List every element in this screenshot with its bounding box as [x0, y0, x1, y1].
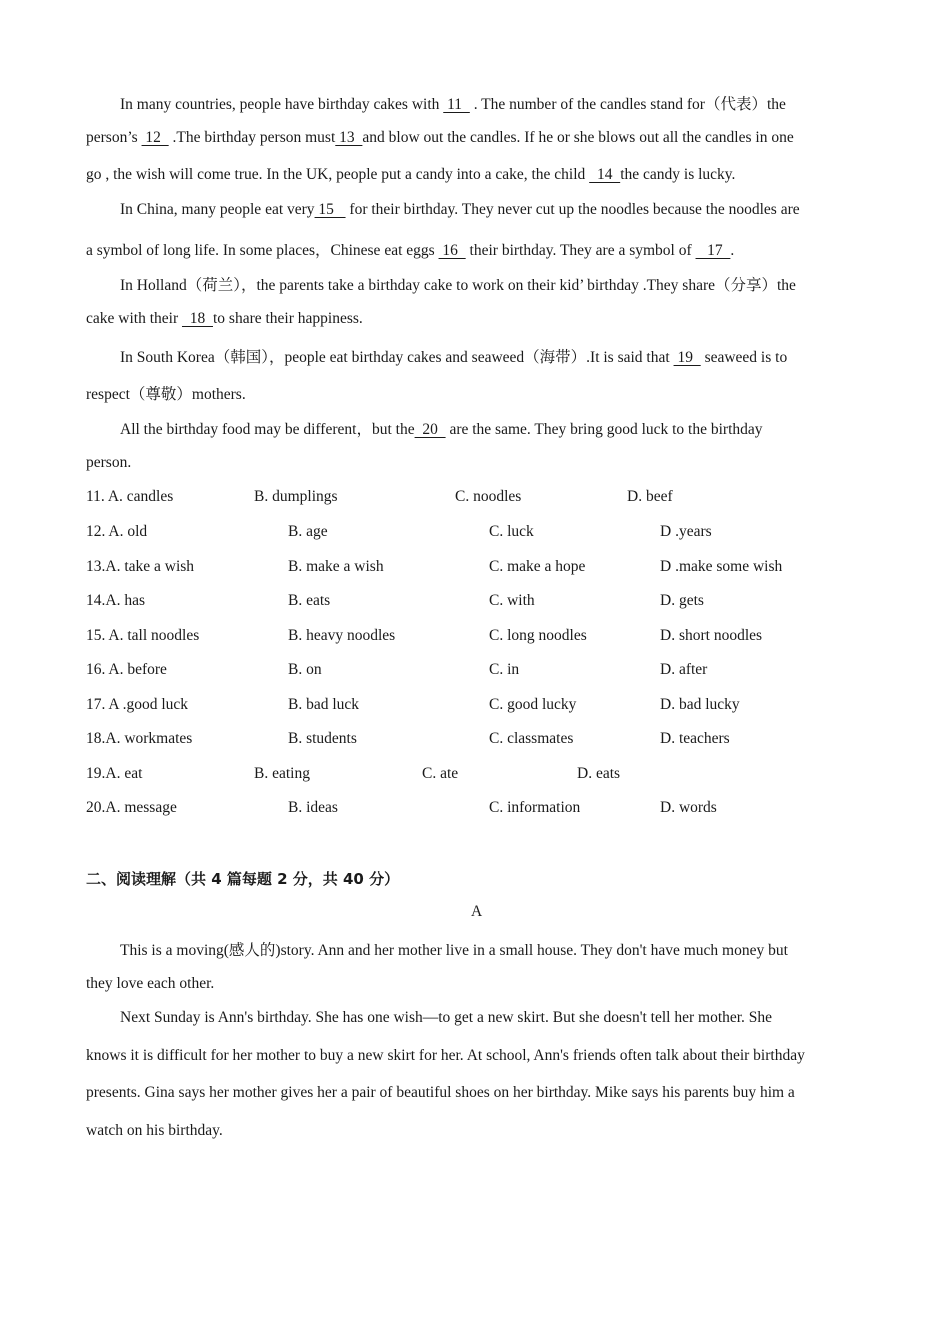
passage-text: for their birthday. They never cut up the noodles because the noodles are — [345, 201, 800, 218]
passage-text: person. — [86, 454, 132, 471]
passage-text: person’s — [86, 129, 142, 146]
passage-text: In Holland（荷兰），the parents take a birthday cake to work on their kid’ birthday .They share（分享）the — [120, 277, 796, 294]
passage-line — [120, 273, 796, 295]
blank-11: 11 — [443, 96, 470, 113]
option-a: 13.A. take a wish — [86, 558, 195, 575]
passage-text: In South Korea（韩国），people eat birthday cakes and seaweed（海带）.It is said that — [120, 349, 674, 366]
option-b: B. heavy noodles — [288, 627, 396, 644]
passage-text: seaweed is to — [700, 349, 788, 366]
option-c: C. information — [489, 799, 581, 816]
option-a: 14.A. has — [86, 592, 145, 609]
passage-line: knows it is difficult for her mother to buy a new skirt for her. At school, Ann's friends often talk about their birthday — [86, 1047, 805, 1064]
passage-text: the candy is lucky. — [620, 166, 736, 183]
passage-text: a symbol of long life. In some places，Chinese eat eggs — [86, 242, 439, 259]
option-c: C. noodles — [455, 488, 522, 505]
passage-line — [86, 454, 131, 472]
option-a: 11. A. candles — [86, 488, 174, 505]
passage-text: . The number of the candles stand for（代表）the — [469, 96, 786, 113]
option-c: C. long noodles — [489, 627, 587, 644]
part-label: A — [471, 903, 483, 920]
passage-line — [86, 310, 363, 328]
option-a: 19.A. eat — [86, 765, 143, 782]
option-b: B. on — [288, 661, 322, 678]
option-d: D .years — [660, 523, 712, 540]
option-a: 15. A. tall noodles — [86, 627, 200, 644]
option-a: 12. A. old — [86, 523, 148, 540]
option-b: B. eats — [288, 592, 331, 609]
passage-line: Next Sunday is Ann's birthday. She has one wish—to get a new skirt. But she doesn't tell her mother. She — [120, 1009, 773, 1026]
option-c: C. ate — [422, 765, 459, 782]
blank-20: 20 — [414, 421, 446, 438]
passage-line — [120, 417, 763, 439]
passage-text: cake with their — [86, 310, 182, 327]
passage-text: In many countries, people have birthday cakes with — [120, 96, 444, 113]
option-c: C. with — [489, 592, 535, 609]
option-c: C. in — [489, 661, 520, 678]
option-a: 17. A .good luck — [86, 696, 189, 713]
option-d: D. eats — [577, 765, 621, 782]
passage-line: This is a moving(感人的)story. Ann and her mother live in a small house. They don't have much money but — [120, 942, 788, 959]
option-b: B. eating — [254, 765, 310, 782]
passage-line — [120, 92, 786, 114]
passage-line: presents. Gina says her mother gives her a pair of beautiful shoes on her birthday. Mike says his parents buy him a — [86, 1084, 795, 1101]
option-b: B. bad luck — [288, 696, 360, 713]
passage-line — [120, 345, 787, 367]
option-d: D. teachers — [660, 730, 730, 747]
passage-line — [86, 129, 794, 147]
option-b: B. age — [288, 523, 328, 540]
passage-text: . — [730, 242, 735, 259]
blank-13: 13 — [335, 129, 363, 146]
passage-line — [86, 166, 735, 184]
passage-text: All the birthday food may be different，but the — [120, 421, 415, 438]
passage-line — [120, 201, 800, 219]
option-c: C. classmates — [489, 730, 574, 747]
option-d: D. beef — [627, 488, 673, 505]
option-b: B. make a wish — [288, 558, 384, 575]
blank-18: 18 — [181, 310, 213, 327]
passage-text: .The birthday person must — [168, 129, 336, 146]
option-c: C. make a hope — [489, 558, 586, 575]
option-d: D. words — [660, 799, 717, 816]
passage-text: to share their happiness. — [212, 310, 363, 327]
option-d: D. after — [660, 661, 708, 678]
passage-text: their birthday. They are a symbol of — [465, 242, 696, 259]
option-c: C. luck — [489, 523, 534, 540]
passage-line — [86, 238, 734, 260]
section-heading: 二、阅读理解（共 4 篇每题 2 分，共 40 分） — [86, 870, 400, 888]
passage-line: watch on his birthday. — [86, 1122, 223, 1139]
option-b: B. dumplings — [254, 488, 338, 505]
option-d: D. gets — [660, 592, 704, 609]
option-b: B. ideas — [288, 799, 338, 816]
blank-19: 19 — [673, 349, 701, 366]
option-a: 20.A. message — [86, 799, 177, 816]
option-a: 16. A. before — [86, 661, 167, 678]
passage-line — [86, 382, 246, 404]
passage-line: they love each other. — [86, 975, 215, 992]
blank-14: 14 — [589, 166, 621, 183]
passage-text: go , the wish will come true. In the UK, people put a candy into a cake, the child — [86, 166, 590, 183]
option-a: 18.A. workmates — [86, 730, 193, 747]
passage-text: respect（尊敬）mothers. — [86, 386, 246, 403]
option-d: D. bad lucky — [660, 696, 740, 713]
blank-12: 12 — [141, 129, 169, 146]
blank-16: 16 — [438, 242, 466, 259]
blank-17: 17 — [695, 242, 731, 259]
option-d: D .make some wish — [660, 558, 783, 575]
blank-15: 15 — [314, 201, 346, 218]
option-b: B. students — [288, 730, 357, 747]
passage-text: and blow out the candles. If he or she blows out all the candles in one — [362, 129, 794, 146]
option-c: C. good lucky — [489, 696, 577, 713]
passage-text: In China, many people eat very — [120, 201, 315, 218]
passage-text: are the same. They bring good luck to the birthday — [445, 421, 763, 438]
option-d: D. short noodles — [660, 627, 763, 644]
